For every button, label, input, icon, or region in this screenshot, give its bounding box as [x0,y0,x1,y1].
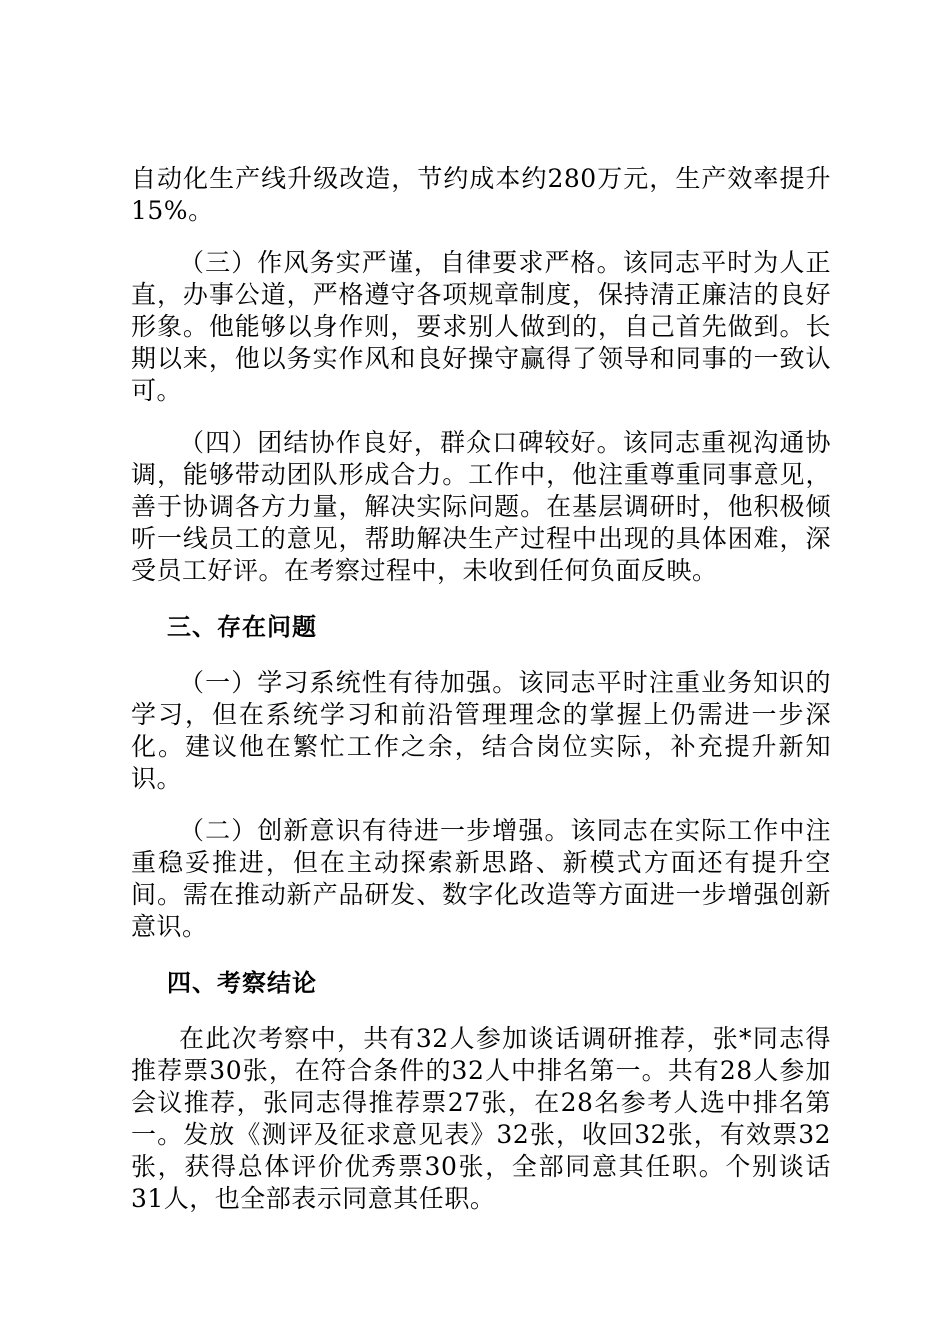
paragraph-learning: （一）学习系统性有待加强。该同志平时注重业务知识的学习，但在系统学习和前沿管理理念的掌握上仍需进一步深化。建议他在繁忙工作之余，结合岗位实际，补充提升新知识。 [131,668,831,793]
document-body [131,163,831,1215]
paragraph-conclusion: 在此次考察中，共有32人参加谈话调研推荐，张*同志得推荐票30张，在符合条件的32人中排名第一。共有28人参加会议推荐，张同志得推荐票27张，在28名参考人选中排名第一。发放《测评及征求意见表》32张，收回32张，有效票32张，获得总体评价优秀票30张，全部同意其任职。个别谈话31人，也全部表示同意其任职。 [131,1024,831,1213]
paragraph-teamwork: （四）团结协作良好，群众口碑较好。该同志重视沟通协调，能够带动团队形成合力。工作中，他注重尊重同事意见，善于协调各方力量，解决实际问题。在基层调研时，他积极倾听一线员工的意见，帮助解决生产过程中出现的具体困难，深受员工好评。在考察过程中，未收到任何负面反映。 [131,428,831,585]
section-heading-conclusion: 四、考察结论 [167,969,317,997]
section-heading-problems: 三、存在问题 [167,613,317,641]
paragraph-continuation: 自动化生产线升级改造，节约成本约280万元，生产效率提升15%。 [131,164,831,225]
paragraph-innovation: （二）创新意识有待进一步增强。该同志在实际工作中注重稳妥推进，但在主动探索新思路、新模式方面还有提升空间。需在推动新产品研发、数字化改造等方面进一步增强创新意识。 [131,816,831,941]
paragraph-work-style: （三）作风务实严谨，自律要求严格。该同志平时为人正直，办事公道，严格遵守各项规章制度，保持清正廉洁的良好形象。他能够以身作则，要求别人做到的，自己首先做到。长期以来，他以务实作风和良好操守赢得了领导和同事的一致认可。 [131,248,831,405]
